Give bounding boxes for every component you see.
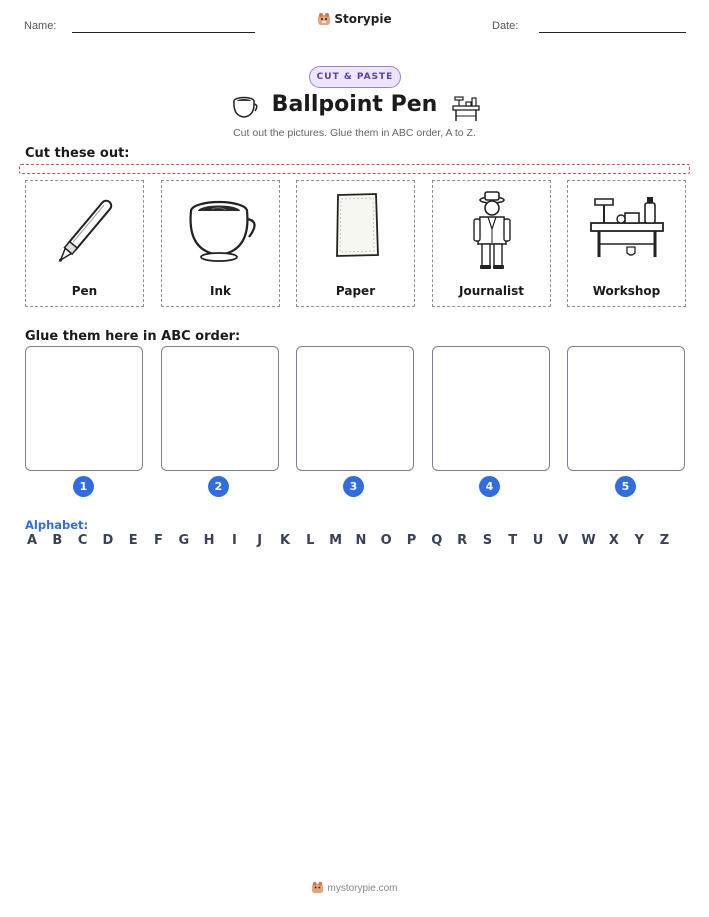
brand-header xyxy=(0,12,709,26)
card-label: Pen xyxy=(71,284,98,298)
footer xyxy=(0,881,709,894)
alphabet-letter: T xyxy=(508,533,518,548)
brand-name: Storypie xyxy=(334,12,392,26)
alphabet-letter: F xyxy=(154,533,163,548)
alphabet-letter: X xyxy=(608,533,619,548)
slot-number-2: 2 xyxy=(208,476,229,497)
storypie-logo-icon xyxy=(317,12,331,26)
slot-number-5: 5 xyxy=(615,476,636,497)
cut-card-workshop[interactable] xyxy=(567,180,686,307)
alphabet-letter: L xyxy=(306,533,315,548)
glue-slot-5[interactable] xyxy=(567,346,685,471)
alphabet-letter: C xyxy=(77,533,88,548)
glue-slot-4[interactable] xyxy=(432,346,550,471)
pen-icon xyxy=(43,189,128,274)
cut-card-pen[interactable] xyxy=(25,180,144,307)
alphabet-letter: Y xyxy=(634,533,644,548)
alphabet-letter: I xyxy=(231,533,237,548)
card-label: Workshop xyxy=(592,284,661,298)
alphabet-letter: E xyxy=(128,533,138,548)
instructions: Cut out the pictures. Glue them in ABC order, A to Z. xyxy=(233,127,476,139)
workshop-icon xyxy=(585,189,670,274)
alphabet-letter: R xyxy=(457,533,468,548)
alphabet-letter: Q xyxy=(431,533,443,548)
alphabet-letter: M xyxy=(329,533,343,548)
alphabet-letter: H xyxy=(203,533,215,548)
date-label: Date: xyxy=(492,20,519,32)
cut-card-ink[interactable] xyxy=(161,180,280,307)
alphabet-label: Alphabet: xyxy=(25,518,89,532)
alphabet-letter: W xyxy=(581,533,596,548)
slot-number-4: 4 xyxy=(479,476,500,497)
card-label: Ink xyxy=(210,284,231,298)
alphabet-letter: D xyxy=(102,533,114,548)
glue-slot-2[interactable] xyxy=(161,346,279,471)
page-title: Ballpoint Pen xyxy=(271,92,438,117)
glue-section-label: Glue them here in ABC order: xyxy=(25,329,241,344)
card-label: Journalist xyxy=(459,284,524,298)
alphabet-letter: G xyxy=(178,533,190,548)
alphabet-letter: V xyxy=(558,533,569,548)
footer-url[interactable]: mystorypie.com xyxy=(327,883,398,894)
glue-slot-3[interactable] xyxy=(296,346,414,471)
paper-icon xyxy=(314,189,399,274)
alphabet-letter: Z xyxy=(659,533,670,548)
slot-number-3: 3 xyxy=(343,476,364,497)
cut-card-journalist[interactable] xyxy=(432,180,551,307)
cut-card-paper[interactable] xyxy=(296,180,415,307)
journalist-icon xyxy=(450,189,535,274)
glue-slot-1[interactable] xyxy=(25,346,143,471)
alphabet-letter: S xyxy=(482,533,493,548)
cut-line xyxy=(19,164,690,174)
date-line[interactable] xyxy=(539,32,686,33)
cut-paste-badge: CUT & PASTE xyxy=(309,66,401,88)
alphabet-letter: B xyxy=(52,533,63,548)
ink-pot-icon xyxy=(179,189,264,274)
cut-section-label: Cut these out: xyxy=(25,146,130,161)
card-label: Paper xyxy=(335,284,376,298)
name-label: Name: xyxy=(24,20,57,32)
alphabet-letter: N xyxy=(355,533,367,548)
alphabet-letter: U xyxy=(532,533,544,548)
alphabet-letter: A xyxy=(26,533,38,548)
alphabet-letter: K xyxy=(279,533,291,548)
alphabet-letter: J xyxy=(257,533,263,548)
storypie-logo-icon xyxy=(311,881,324,894)
alphabet-letter: O xyxy=(380,533,392,548)
alphabet-letter: P xyxy=(406,533,417,548)
workshop-icon xyxy=(450,92,482,122)
name-line[interactable] xyxy=(72,32,255,33)
slot-number-1: 1 xyxy=(73,476,94,497)
